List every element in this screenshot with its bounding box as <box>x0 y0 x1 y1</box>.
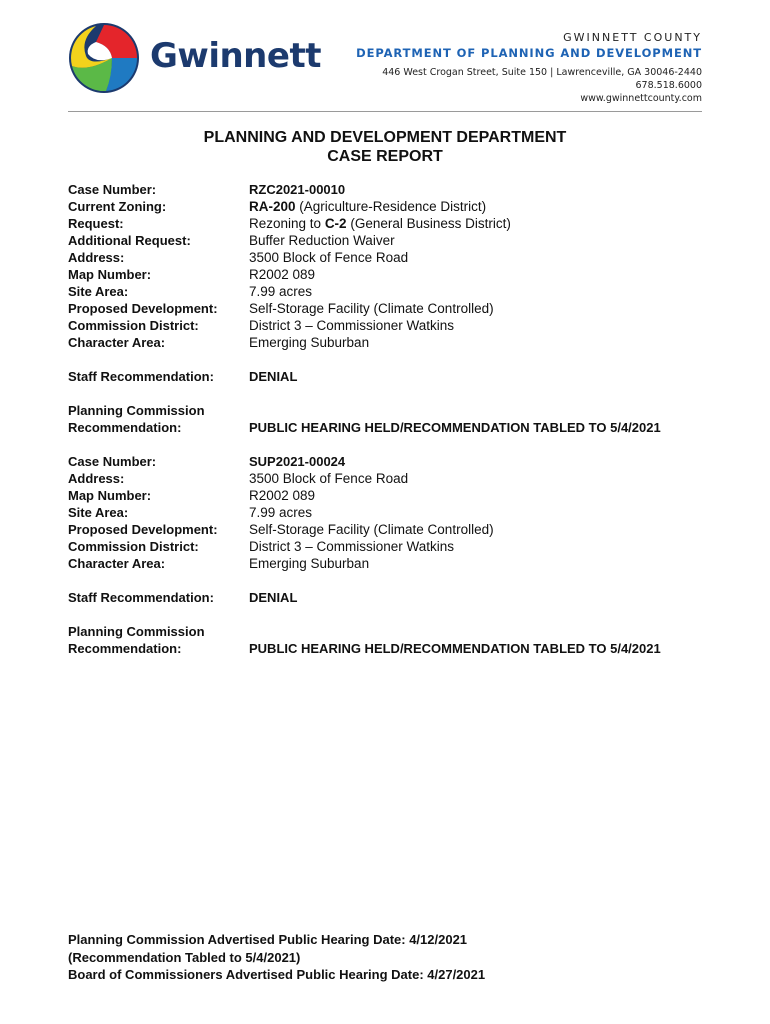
site-area-value: 7.99 acres <box>249 505 313 520</box>
county-name: GWINNETT COUNTY <box>563 31 702 44</box>
proposed-development-value: Self-Storage Facility (Climate Controlled) <box>249 301 494 316</box>
department-name: DEPARTMENT OF PLANNING AND DEVELOPMENT <box>356 46 702 60</box>
planning-commission-hearing-date: Planning Commission Advertised Public Hearing Date: 4/12/2021 <box>68 932 468 947</box>
commission-district-label: Commission District: <box>68 539 199 554</box>
address-value: 3500 Block of Fence Road <box>249 471 409 486</box>
map-number-value: R2002 089 <box>249 267 316 282</box>
request-desc: (General Business District) <box>346 216 511 231</box>
spacer <box>68 436 708 453</box>
address-label: Address: <box>68 471 125 486</box>
staff-recommendation-value: DENIAL <box>249 369 298 384</box>
department-phone: 678.518.6000 <box>635 80 702 91</box>
current-zoning-label: Current Zoning: <box>68 199 167 214</box>
report-title-line-2: CASE REPORT <box>327 148 443 165</box>
proposed-development-value: Self-Storage Facility (Climate Controlled) <box>249 522 494 537</box>
hearing-dates-footer <box>68 931 708 984</box>
spacer <box>68 606 708 623</box>
proposed-development-label: Proposed Development: <box>68 522 218 537</box>
site-area-value: 7.99 acres <box>249 284 313 299</box>
field-row <box>68 368 708 385</box>
field-row <box>68 317 708 334</box>
planning-commission-value: PUBLIC HEARING HELD/RECOMMENDATION TABLED TO 5/4/2021 <box>249 420 661 435</box>
case-fields <box>68 181 708 657</box>
field-row <box>68 521 708 538</box>
field-row <box>68 232 708 249</box>
character-area-value: Emerging Suburban <box>249 556 370 571</box>
request-code: C-2 <box>324 216 347 231</box>
map-number-value: R2002 089 <box>249 488 316 503</box>
field-row <box>68 555 708 572</box>
logo-wordmark: Gwinnett <box>150 36 321 76</box>
report-title <box>0 128 770 166</box>
field-row <box>68 589 708 606</box>
field-row <box>68 283 708 300</box>
case-number-value: RZC2021-00010 <box>249 182 346 197</box>
header-divider <box>68 111 702 112</box>
request-label: Request: <box>68 216 124 231</box>
request-value <box>249 215 511 232</box>
additional-request-label: Additional Request: <box>68 233 191 248</box>
planning-commission-label-line-1: Planning Commission <box>68 403 205 418</box>
address-value: 3500 Block of Fence Road <box>249 250 409 265</box>
field-row <box>68 181 708 198</box>
field-row <box>68 215 708 232</box>
current-zoning-desc: (Agriculture-Residence District) <box>295 199 487 214</box>
current-zoning-code: RA-200 <box>249 199 296 214</box>
staff-recommendation-value: DENIAL <box>249 590 298 605</box>
staff-recommendation-label: Staff Recommendation: <box>68 369 214 384</box>
planning-commission-label-line-2: Recommendation: <box>68 420 182 435</box>
county-contact-block <box>356 31 702 105</box>
spacer <box>68 351 708 368</box>
spacer <box>68 385 708 402</box>
character-area-label: Character Area: <box>68 335 166 350</box>
case-number-value: SUP2021-00024 <box>249 454 346 469</box>
current-zoning-value <box>249 198 486 215</box>
planning-commission-label <box>68 623 205 657</box>
address-label: Address: <box>68 250 125 265</box>
case-number-label: Case Number: <box>68 182 157 197</box>
recommendation-tabled-note: (Recommendation Tabled to 5/4/2021) <box>68 949 301 965</box>
map-number-label: Map Number: <box>68 488 152 503</box>
field-row <box>68 249 708 266</box>
planning-commission-value: PUBLIC HEARING HELD/RECOMMENDATION TABLED TO 5/4/2021 <box>249 641 661 656</box>
proposed-development-label: Proposed Development: <box>68 301 218 316</box>
field-row <box>68 453 708 470</box>
field-row <box>68 334 708 351</box>
gwinnett-logo-icon <box>66 22 142 94</box>
request-prefix: Rezoning to <box>249 216 325 231</box>
field-row <box>68 487 708 504</box>
field-row <box>68 470 708 487</box>
additional-request-value: Buffer Reduction Waiver <box>249 233 395 248</box>
department-website[interactable]: www.gwinnettcounty.com <box>580 93 702 104</box>
character-area-label: Character Area: <box>68 556 166 571</box>
field-row <box>68 504 708 521</box>
gwinnett-logo <box>66 22 321 94</box>
map-number-label: Map Number: <box>68 267 152 282</box>
site-area-label: Site Area: <box>68 284 129 299</box>
planning-commission-label-line-2: Recommendation: <box>68 641 182 656</box>
field-row <box>68 198 708 215</box>
site-area-label: Site Area: <box>68 505 129 520</box>
commission-district-value: District 3 – Commissioner Watkins <box>249 539 455 554</box>
field-row <box>68 538 708 555</box>
commission-district-label: Commission District: <box>68 318 199 333</box>
field-row <box>68 623 708 657</box>
character-area-value: Emerging Suburban <box>249 335 370 350</box>
planning-commission-label-line-1: Planning Commission <box>68 624 205 639</box>
staff-recommendation-label: Staff Recommendation: <box>68 590 214 605</box>
field-row <box>68 300 708 317</box>
commission-district-value: District 3 – Commissioner Watkins <box>249 318 455 333</box>
field-row <box>68 402 708 436</box>
board-of-commissioners-hearing-date: Board of Commissioners Advertised Public Hearing Date: 4/27/2021 <box>68 967 486 982</box>
case-number-label: Case Number: <box>68 454 157 469</box>
department-address: 446 West Crogan Street, Suite 150 | Lawrenceville, GA 30046-2440 <box>382 67 702 78</box>
field-row <box>68 266 708 283</box>
report-title-line-1: PLANNING AND DEVELOPMENT DEPARTMENT <box>203 129 567 146</box>
planning-commission-label <box>68 402 205 436</box>
spacer <box>68 572 708 589</box>
